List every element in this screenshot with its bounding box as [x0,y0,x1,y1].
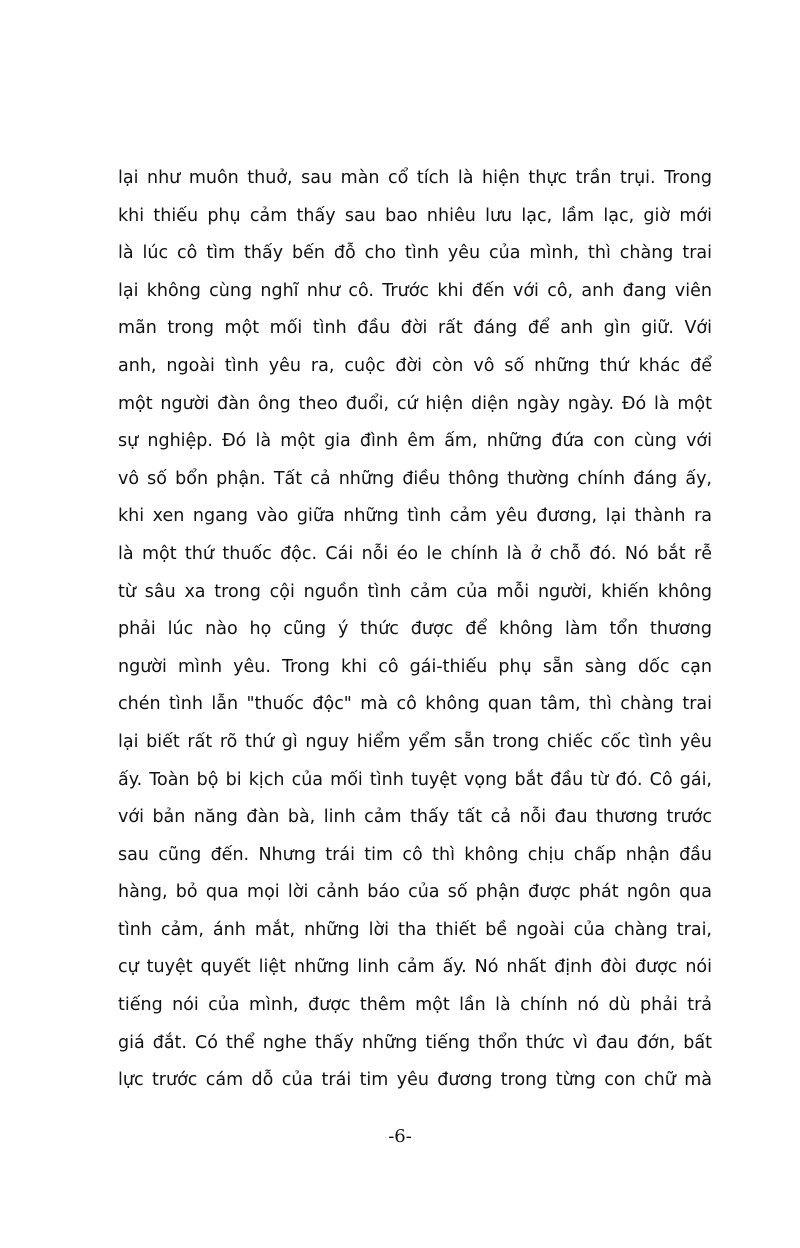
text-line: khi xen ngang vào giữa những tình cảm yêu đương, lại thành ra [118,506,712,527]
text-line: khi thiếu phụ cảm thấy sau bao nhiêu lưu lạc, lầm lạc, giờ mới [118,205,712,226]
text-line: người mình yêu. Trong khi cô gái-thiếu phụ sẵn sàng dốc cạn [118,656,712,677]
text-line: là lúc cô tìm thấy bến đỗ cho tình yêu của mình, thì chàng trai [118,243,712,264]
body-text [118,160,712,1100]
text-line: hàng, bỏ qua mọi lời cảnh báo của số phận được phát ngôn qua [118,882,712,903]
text-line: tiếng nói của mình, được thêm một lần là chính nó dù phải trả [118,995,712,1016]
text-line: lại như muôn thuở, sau màn cổ tích là hiện thực trần trụi. Trong [118,168,712,188]
text-line: là một thứ thuốc độc. Cái nỗi éo le chính là ở chỗ đó. Nó bắt rễ [118,543,712,564]
page-number: -6- [388,1126,412,1147]
text-line: cự tuyệt quyết liệt những linh cảm ấy. Nó nhất định đòi được nói [118,957,712,978]
text-line: giá đắt. Có thể nghe thấy những tiếng thổn thức vì đau đớn, bất [118,1032,712,1053]
text-line: mãn trong một mối tình đầu đời rất đáng để anh gìn giữ. Với [118,318,712,339]
text-line: lực trước cám dỗ của trái tim yêu đương trong từng con chữ mà [118,1070,712,1091]
text-line: lại biết rất rõ thứ gì nguy hiểm yểm sẵn trong chiếc cốc tình yêu [118,731,712,752]
text-line: sau cũng đến. Nhưng trái tim cô thì không chịu chấp nhận đầu [118,844,712,865]
text-line: với bản năng đàn bà, linh cảm thấy tất cả nỗi đau thương trước [118,807,712,828]
text-line: sự nghiệp. Đó là một gia đình êm ấm, những đứa con cùng với [118,431,712,452]
text-line: lại không cùng nghĩ như cô. Trước khi đến với cô, anh đang viên [118,280,712,301]
text-line: từ sâu xa trong cội nguồn tình cảm của mỗi người, khiến không [118,581,712,602]
text-line: ấy. Toàn bộ bi kịch của mối tình tuyệt vọng bắt đầu từ đó. Cô gái, [118,769,712,790]
text-line: chén tình lẫn "thuốc độc" mà cô không quan tâm, thì chàng trai [118,694,712,715]
text-line: anh, ngoài tình yêu ra, cuộc đời còn vô số những thứ khác để [118,355,712,376]
text-line: phải lúc nào họ cũng ý thức được để không làm tổn thương [118,619,712,640]
text-line: vô số bổn phận. Tất cả những điều thông thường chính đáng ấy, [118,468,712,489]
text-line: tình cảm, ánh mắt, những lời tha thiết bề ngoài của chàng trai, [118,919,712,940]
text-line: một người đàn ông theo đuổi, cứ hiện diện ngày ngày. Đó là một [118,393,712,414]
